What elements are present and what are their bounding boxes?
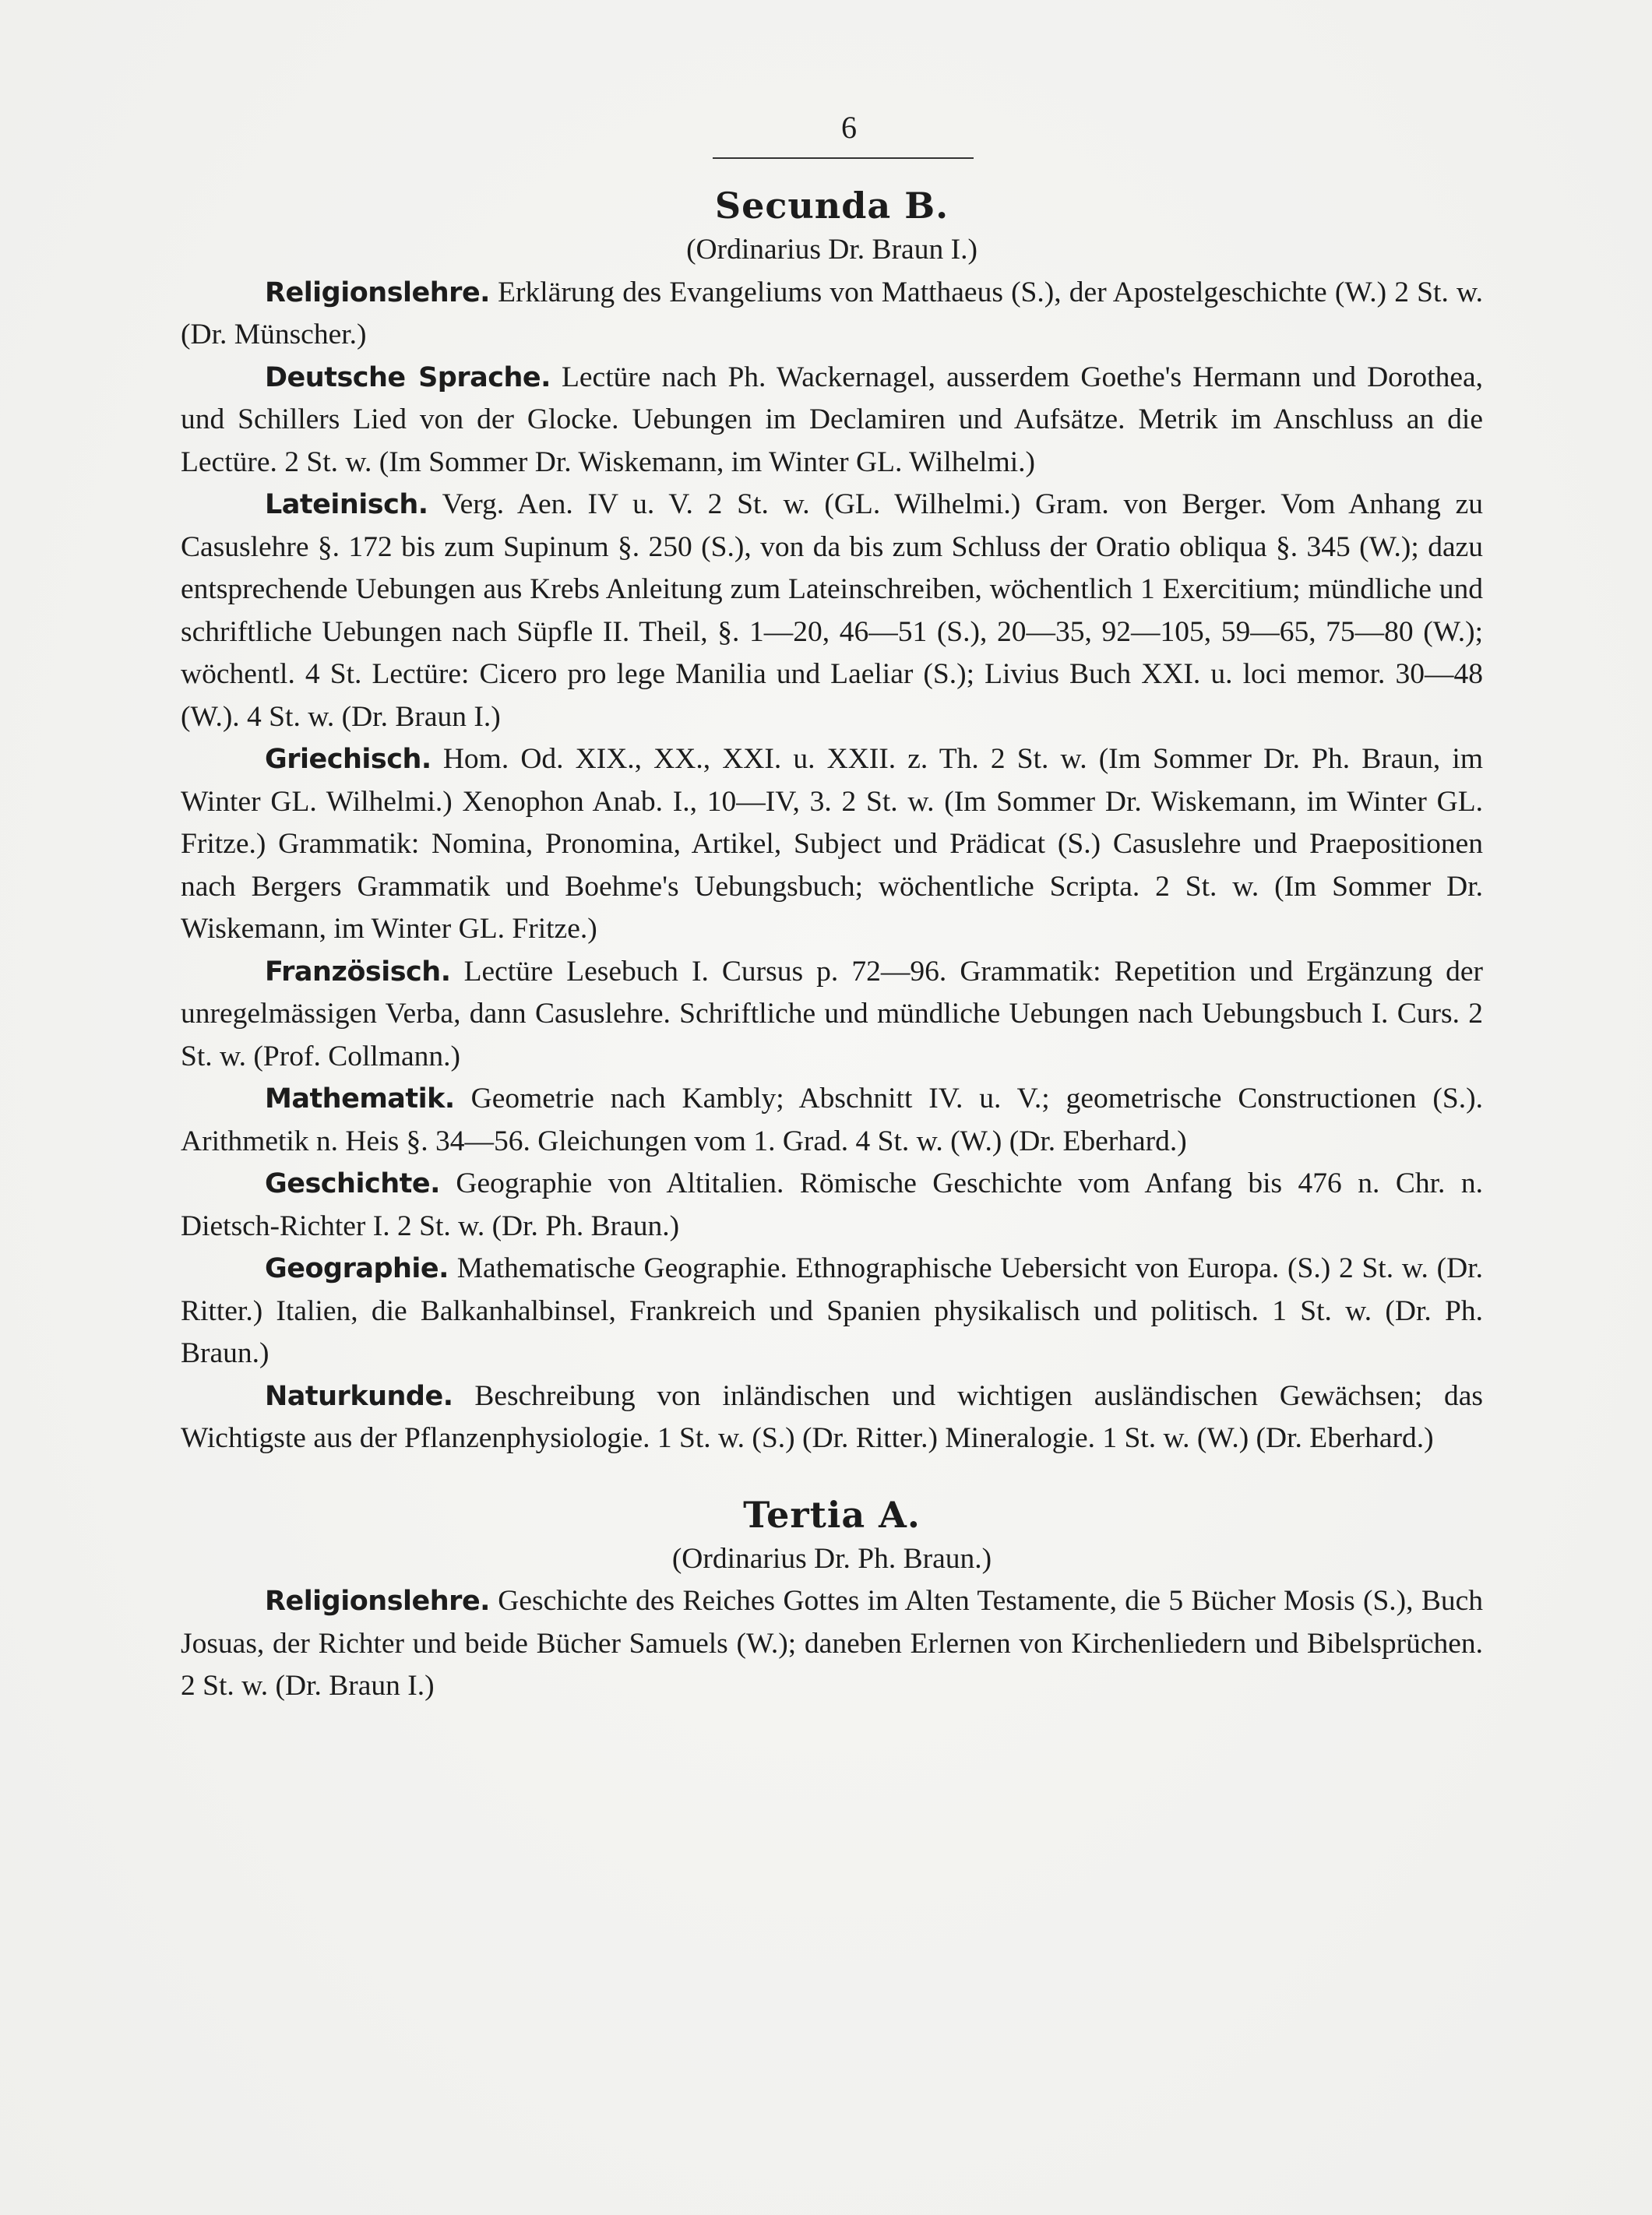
subject-text: Lectüre Lesebuch I. Cursus p. 72—96. Grammatik: Repetition und Ergänzung der unregelmässigen Verba, dann Casuslehre. Schriftliche und mündliche Uebungen nach Uebungsbuch I. Curs. 2 St. w. (Prof. Collmann.)	[181, 955, 1484, 1072]
subject-entry	[181, 484, 1483, 738]
subject-name: Deutsche Sprache.	[265, 361, 551, 393]
subject-text: Beschreibung von inländischen und wichtigen ausländischen Gewächsen; das Wichtigste aus der Pflanzenphysiologie. 1 St. w. (S.) (Dr. Ritter.) Mineralogie. 1 St. w. (W.) (Dr. Eberhard.)	[181, 1379, 1484, 1454]
subject-entry	[181, 272, 1483, 357]
subject-name: Religionslehre.	[265, 276, 490, 308]
subject-name: Religionslehre.	[265, 1586, 490, 1617]
subject-entry	[181, 1580, 1483, 1708]
subject-text: Geschichte des Reiches Gottes im Alten Testamente, die 5 Bücher Mosis (S.), Buch Josuas, der Richter und beide Bücher Samuels (W.); daneben Erlernen von Kirchenliedern und Bibelsprüchen. 2 St. w. (Dr. Braun I.)	[181, 1585, 1483, 1702]
subject-entry	[181, 1375, 1483, 1460]
page-content	[181, 179, 1483, 1708]
subject-entry	[181, 1248, 1483, 1375]
subject-text: Geographie von Altitalien. Römische Geschichte vom Anfang bis 476 n. Chr. n. Dietsch-Richter I. 2 St. w. (Dr. Ph. Braun.)	[181, 1167, 1484, 1242]
header-rule	[713, 157, 974, 159]
subject-name: Französisch.	[265, 956, 451, 988]
subject-entry	[181, 1163, 1483, 1248]
section-heading: Tertia A.	[743, 1493, 921, 1536]
subject-text: Geometrie nach Kambly; Abschnitt IV. u. V.; geometrische Constructionen (S.). Arithmetik n. Heis §. 34—56. Gleichungen vom 1. Grad. 4 St. w. (W.) (Dr. Eberhard.)	[181, 1083, 1483, 1157]
subject-name: Geographie.	[265, 1253, 449, 1284]
subject-name: Lateinisch.	[265, 489, 428, 520]
subject-entry	[181, 951, 1483, 1079]
subject-text: Erklärung des Evangeliums von Matthaeus (S.), der Apostelgeschichte (W.) 2 St. w. (Dr. Münscher.)	[181, 276, 1484, 350]
section-heading: Secunda B.	[714, 185, 949, 227]
subject-text: Hom. Od. XIX., XX., XXI. u. XXII. z. Th. 2 St. w. (Im Sommer Dr. Ph. Braun, im Winter GL. Wilhelmi.) Xenophon Anab. I., 10—IV, 3. 2 St. w. (Im Sommer Dr. Wiskemann, im Winter GL. Fritze.) Grammatik: Nomina, Pronomina, Artikel, Subject und Prädicat (S.) Casuslehre und Praepositionen nach Bergers Grammatik und Boehme's Uebungsbuch; wöchentliche Scripta. 2 St. w. (Im Sommer Dr. Wiskemann, im Winter GL. Fritze.)	[181, 743, 1484, 945]
subject-name: Geschichte.	[265, 1168, 440, 1199]
subject-entry	[181, 738, 1483, 951]
section-ordinarius: (Ordinarius Dr. Ph. Braun.)	[671, 1542, 992, 1575]
subject-text: Lectüre nach Ph. Wackernagel, ausserdem Goethe's Hermann und Dorothea, und Schillers Lied von der Glocke. Uebungen im Declamiren und Aufsätze. Metrik im Anschluss an die Lectüre. 2 St. w. (Im Sommer Dr. Wiskemann, im Winter GL. Wilhelmi.)	[181, 361, 1483, 478]
section-ordinarius: (Ordinarius Dr. Braun I.)	[686, 234, 977, 266]
subject-entry	[181, 1078, 1483, 1163]
subject-name: Griechisch.	[265, 744, 431, 775]
subject-name: Naturkunde.	[265, 1380, 453, 1412]
subject-text: Verg. Aen. IV u. V. 2 St. w. (GL. Wilhelmi.) Gram. von Berger. Vom Anhang zu Casuslehre §. 172 bis zum Supinum §. 250 (S.), von da bis zum Schluss der Oratio obliqua §. 345 (W.); dazu entsprechende Uebungen aus Krebs Anleitung zum Lateinschreiben, wöchentlich 1 Exercitium; mündliche und schriftliche Uebungen nach Süpfle II. Theil, §. 1—20, 46—51 (S.), 20—35, 92—105, 59—65, 75—80 (W.); wöchentl. 4 St. Lectüre: Cicero pro lege Manilia und Laeliar (S.); Livius Buch XXI. u. loci memor. 30—48 (W.). 4 St. w. (Dr. Braun I.)	[181, 488, 1483, 733]
subject-name: Mathematik.	[265, 1083, 455, 1115]
subject-text: Mathematische Geographie. Ethnographische Uebersicht von Europa. (S.) 2 St. w. (Dr. Ritter.) Italien, die Balkanhalbinsel, Frankreich und Spanien physikalisch und politisch. 1 St. w. (Dr. Ph. Braun.)	[181, 1252, 1483, 1369]
page-number: 6	[841, 110, 857, 145]
subject-entry	[181, 357, 1483, 484]
